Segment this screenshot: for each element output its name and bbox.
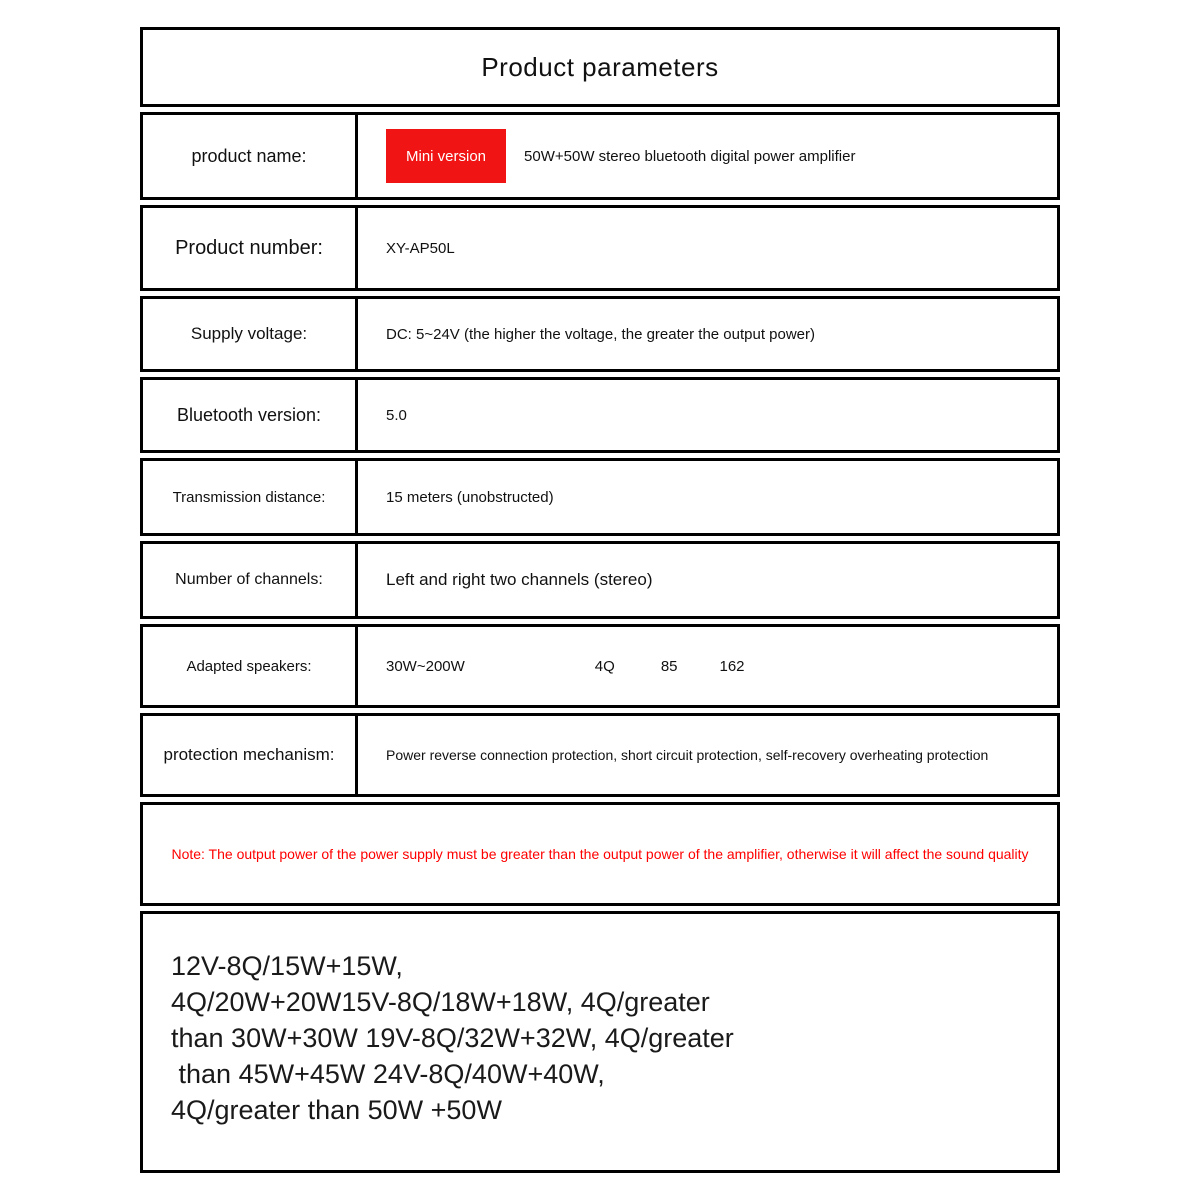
note-text: Note: The output power of the power supply must be greater than the output power of the amplifier, otherwise it will affect the sound quality [171,846,1029,862]
row-label: Transmission distance: [143,461,358,533]
table-row-transmission-distance [140,458,1060,536]
row-value [358,115,1057,197]
row-label: protection mechanism: [143,716,358,794]
note-box [140,802,1060,906]
table-row-product-number [140,205,1060,291]
speaker-value-85: 85 [660,657,678,675]
row-label: Adapted speakers: [143,627,358,705]
row-value [358,716,1057,794]
row-value [358,299,1057,369]
supply-voltage-text: DC: 5~24V (the higher the voltage, the greater the output power) [386,325,816,343]
row-value [358,461,1057,533]
speaker-power-range: 30W~200W [386,657,465,675]
table-row-bluetooth-version [140,377,1060,453]
title-box [140,27,1060,107]
row-label: Product number: [143,208,358,288]
spec-line: 4Q/20W+20W15V-8Q/18W+18W, 4Q/greater [171,987,710,1017]
table-row-number-of-channels [140,541,1060,619]
channels-text: Left and right two channels (stereo) [386,570,653,589]
row-value [358,208,1057,288]
table-row-adapted-speakers [140,624,1060,708]
row-label: Supply voltage: [143,299,358,369]
table-row-protection-mechanism [140,713,1060,797]
mini-version-badge: Mini version [386,129,506,183]
spec-line: than 30W+30W 19V-8Q/32W+32W, 4Q/greater [171,1023,734,1053]
table-row-supply-voltage [140,296,1060,372]
row-value [358,544,1057,616]
row-label: Bluetooth version: [143,380,358,450]
spec-line: 4Q/greater than 50W +50W [171,1095,502,1125]
speaker-value-162: 162 [719,657,745,675]
protection-mechanism-text: Power reverse connection protection, short circuit protection, self-recovery overheating protection [386,747,989,763]
power-specs-box [140,911,1060,1173]
row-label: Number of channels: [143,544,358,616]
row-label: product name: [143,115,358,197]
product-number-text: XY-AP50L [386,239,455,257]
table-row-product-name [140,112,1060,200]
page-title: Product parameters [481,51,719,82]
product-name-text: 50W+50W stereo bluetooth digital power amplifier [524,147,856,165]
row-value [358,380,1057,450]
transmission-distance-text: 15 meters (unobstructed) [386,488,554,506]
spec-line: than 45W+45W 24V-8Q/40W+40W, [171,1059,605,1089]
spec-sheet [140,27,1060,1173]
row-value [358,627,1057,705]
speaker-impedance: 4Q [594,657,615,675]
bluetooth-version-text: 5.0 [386,406,407,424]
spec-line: 12V-8Q/15W+15W, [171,951,403,981]
